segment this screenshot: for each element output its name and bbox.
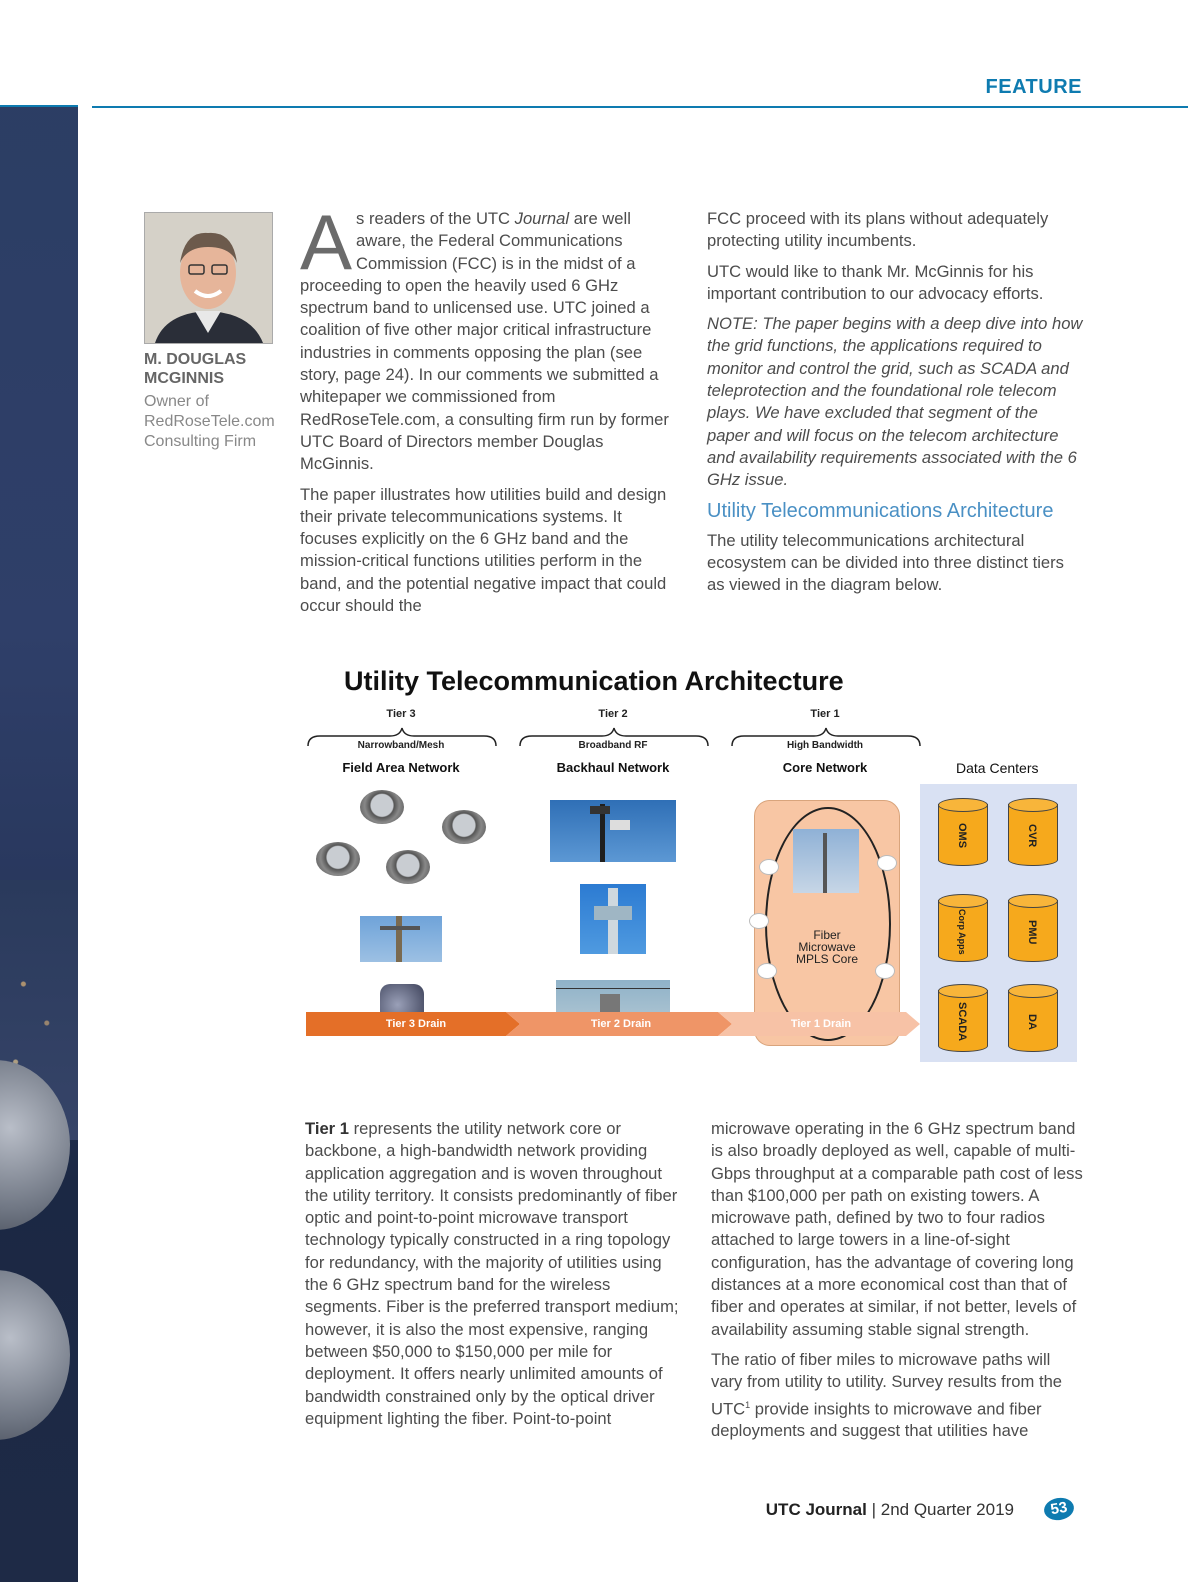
tier1-label: Tier 1 xyxy=(810,708,840,720)
intro-paragraph-1: As readers of the UTC Journal are well aware, the Federal Communications Commission (FCC) is in the midst of a proceeding to open the heavily used 6 GHz spectrum band to unlicensed use. UTC joined a coalition of five other major critical infrastructure industries in comments opposing the plan (see story, page 24). In our comments we submitted a whitepaper we commissioned from RedRoseTele.com, a consulting firm run by former UTC Board of Directors member Douglas McGinnis. xyxy=(300,198,669,474)
smart-meter-icon xyxy=(386,850,430,884)
journal-name: UTC Journal xyxy=(765,1500,867,1519)
author-role: Owner of RedRoseTele.com Consulting Firm xyxy=(144,393,275,450)
smart-meter-icon xyxy=(360,790,404,824)
section-label: FEATURE xyxy=(985,76,1082,98)
router-icon xyxy=(757,963,777,979)
router-icon xyxy=(759,859,779,875)
database-pmu: PMU xyxy=(1008,894,1058,966)
ratio-paragraph: The ratio of fiber miles to microwave paths will vary from utility to utility. Survey results from the UTC$^1$ provide insights to microwave and fiber deployments and suggest that utilities have xyxy=(711,1349,1063,1441)
microwave-tower-image xyxy=(793,829,859,893)
tier3-sub: Narrowband/Mesh xyxy=(357,740,445,751)
intro-paragraph-3: FCC proceed with its plans without adequately protecting utility incumbents. xyxy=(707,209,1049,251)
page-footer: UTC Journal | 2nd Quarter 2019 xyxy=(765,1500,1014,1519)
smart-meter-icon xyxy=(316,842,360,876)
satellite-dish-image xyxy=(0,1270,70,1440)
intro-column-left xyxy=(300,198,678,625)
backhaul-pole-image xyxy=(550,800,676,862)
side-photo-strip xyxy=(0,0,78,1582)
intro-column-right xyxy=(707,208,1083,605)
database-scada: SCADA xyxy=(938,984,988,1056)
cell-tower-image xyxy=(580,884,646,954)
microwave-paragraph: microwave operating in the 6 GHz spectrum band is also broadly deployed as well, capable of multi-Gbps throughput at a comparable path cost of less than $100,000 per path on existing towers. A microwave path, defined by two to four radios attached to large towers in a line-of-sight configuration, has the advantage of covering long distances at a more economical cost than that of fiber and operates at similar, if not better, levels of availability assuming stable signal strength. xyxy=(711,1119,1083,1339)
router-icon xyxy=(875,963,895,979)
backhaul-network-label: Backhaul Network xyxy=(556,760,670,775)
database-corp-apps: Corp Apps xyxy=(938,894,988,966)
author-name: M. DOUGLAS MCGINNIS xyxy=(144,351,247,387)
router-icon xyxy=(877,855,897,871)
issue-date: 2nd Quarter 2019 xyxy=(880,1500,1014,1519)
intro-paragraph-4: UTC would like to thank Mr. McGinnis for his important contribution to our advocacy efforts. xyxy=(707,261,1044,303)
tier2-drain-label: Tier 2 Drain xyxy=(590,1018,652,1030)
tier3-label: Tier 3 xyxy=(386,708,416,720)
pole-mounted-radio-image xyxy=(360,916,442,962)
tier2-sub: Broadband RF xyxy=(578,740,648,751)
tier1-paragraph: Tier 1 represents the utility network core or backbone, a high-bandwidth network providing application aggregation and is woven throughout the utility territory. It consists predominantly of fiber optic and point-to-point microwave transport technology typically constructed in a ring topology for redundancy, with the majority of utilities using the 6 GHz spectrum band for the wireless segments. Fiber is the preferred transport medium; however, it is also the most expensive, ranging between $50,000 to $150,000 per mile for deployment. It offers nearly unlimited amounts of bandwidth constrained only by the optical driver equipment lighting the fiber. Point-to-point xyxy=(305,1119,679,1428)
field-area-network-label: Field Area Network xyxy=(342,760,460,775)
tier1-drain-label: Tier 1 Drain xyxy=(790,1018,852,1030)
header-rule xyxy=(92,106,1188,108)
tier3-drain-label: Tier 3 Drain xyxy=(385,1018,447,1030)
editor-note: NOTE: The paper begins with a deep dive into how the grid functions, the applications required to monitor and control the grid, such as SCADA and teleprotection and the foundational role telecom plays. We have excluded that segment of the paper and will focus on the telecom architecture and availability requirements associated with the 6 GHz issue. xyxy=(707,314,1083,490)
page-number: 53 xyxy=(1042,1496,1075,1523)
core-network-label: Core Network xyxy=(782,760,868,775)
author-photo xyxy=(144,212,273,344)
intro-paragraph-5: The utility telecommunications architectural ecosystem can be divided into three distinct tiers as viewed in the diagram below. xyxy=(707,530,1064,595)
database-cvr: CVR xyxy=(1008,798,1058,870)
database-da: DA xyxy=(1008,984,1058,1056)
intro-paragraph-2: The paper illustrates how utilities build and design their private telecommunications systems. It focuses explicitly on the 6 GHz band and the mission-critical functions utilities perform in the band, and the potential negative impact that could occur should the xyxy=(300,484,667,616)
diagram-title: Utility Telecommunication Architecture xyxy=(344,666,844,696)
core-network-description: Fiber Microwave MPLS Core xyxy=(795,928,859,966)
drop-cap: A xyxy=(300,198,353,286)
footnote-ref[interactable]: 1 xyxy=(745,1399,751,1410)
data-centers-label: Data Centers xyxy=(956,760,1039,776)
tier2-label: Tier 2 xyxy=(598,708,628,720)
subheading: Utility Telecommunications Architecture xyxy=(707,499,1054,522)
body-column-right xyxy=(711,1118,1083,1451)
body-column-left xyxy=(305,1118,681,1438)
data-centers-panel xyxy=(920,784,1077,1062)
router-icon xyxy=(749,913,769,929)
architecture-diagram xyxy=(300,660,1080,1080)
database-oms: OMS xyxy=(938,798,988,870)
tier1-sub: High Bandwidth xyxy=(786,740,864,751)
smart-meter-icon xyxy=(442,810,486,844)
